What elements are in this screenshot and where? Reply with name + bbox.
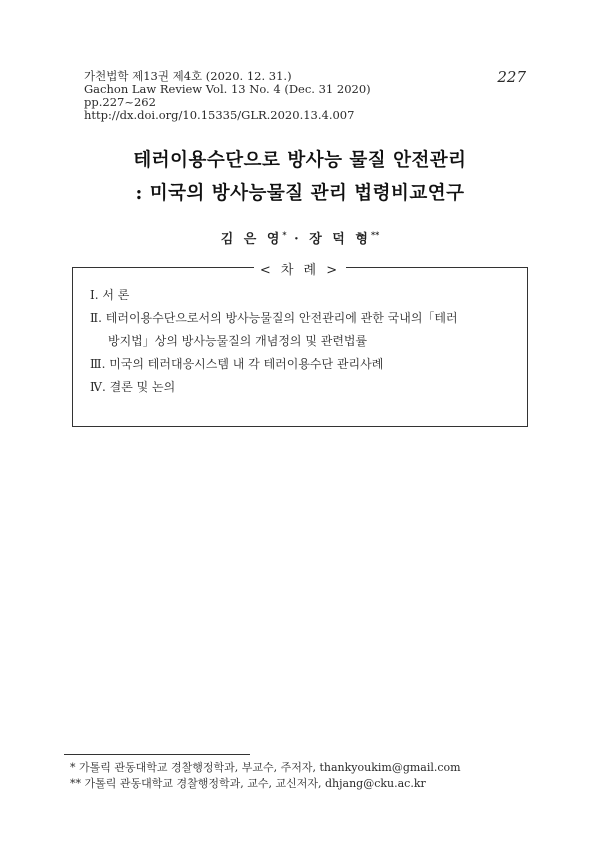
- paper-title: 테러이용수단으로 방사능 물질 안전관리: [133, 150, 467, 171]
- author-line: [0, 228, 600, 247]
- author-separator: ·: [294, 232, 302, 247]
- toc-item: Ⅳ. 결론 및 논의: [90, 380, 176, 394]
- toc-item: Ⅲ. 미국의 테러대응시스템 내 각 테러이용수단 관리사례: [90, 357, 384, 371]
- toc-item: Ⅱ. 테러이용수단으로서의 방사능물질의 안전관리에 관한 국내의「테러: [90, 311, 458, 325]
- page-range: pp.227~262: [84, 95, 156, 109]
- toc-item-continuation: 방지법」상의 방사능물질의 개념정의 및 관련법률: [108, 334, 368, 348]
- footnote: ** 가톨릭 관동대학교 경찰행정학과, 교수, 교신저자, dhjang@cku.ac.kr: [70, 777, 426, 790]
- paper-subtitle: : 미국의 방사능물질 관리 법령비교연구: [135, 183, 465, 204]
- toc-heading-label: < 차 례 >: [254, 263, 346, 278]
- author-name: 장 덕 형: [309, 232, 371, 247]
- doi-link[interactable]: http://dx.doi.org/10.15335/GLR.2020.13.4.007: [84, 108, 355, 122]
- journal-header: [84, 70, 444, 122]
- toc-item: Ⅰ. 서 론: [90, 288, 130, 302]
- toc-heading: [0, 259, 600, 278]
- footnote-marker: **: [370, 229, 380, 240]
- page-number: 227: [497, 68, 526, 86]
- toc-list: [90, 284, 520, 399]
- journal-citation-korean: 가천법학 제13권 제4호 (2020. 12. 31.): [84, 69, 292, 83]
- footnote-marker: *: [282, 229, 287, 240]
- footnote-divider: [64, 754, 250, 755]
- journal-citation-english: Gachon Law Review Vol. 13 No. 4 (Dec. 31 2020): [84, 82, 371, 96]
- footnote: * 가톨릭 관동대학교 경찰행정학과, 부교수, 주저자, thankyoukim@gmail.com: [70, 761, 461, 774]
- footnotes: [70, 760, 540, 792]
- author-name: 김 은 영: [220, 232, 283, 247]
